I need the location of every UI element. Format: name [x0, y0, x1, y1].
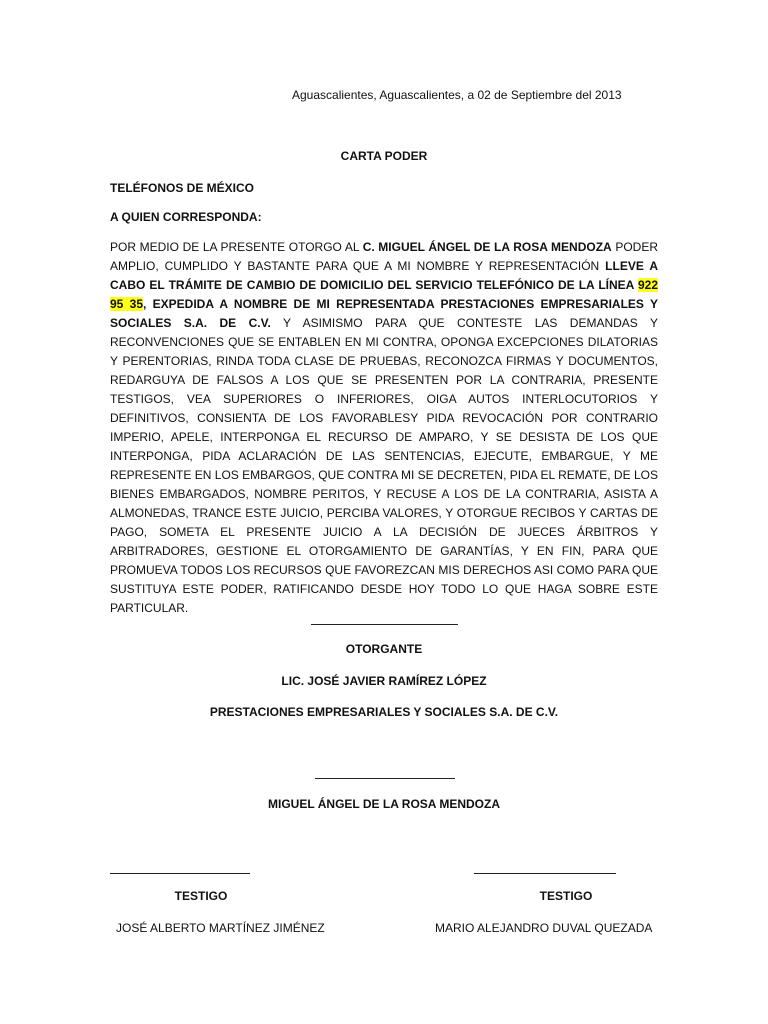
body-text-procedure: LLEVE A CABO EL TRÁMITE DE CAMBIO DE DOMICILIO DEL SERVICIO TELEFÓNICO DE LA LÍNEA [110, 259, 658, 292]
grantor-name: LIC. JOSÉ JAVIER RAMÍREZ LÓPEZ [281, 674, 487, 688]
body-text-power: PODER AMPLIO, CUMPLIDO Y BASTANTE PARA QUE A MI NOMBRE Y REPRESENTACIÓN [110, 240, 659, 273]
grantor-label: OTORGANTE [345, 642, 423, 656]
grantor-company: PRESTACIONES EMPRESARIALES Y SOCIALES S.A. DE C.V. [209, 705, 559, 719]
witness-1-name: JOSÉ ALBERTO MARTÍNEZ JIMÉNEZ [116, 921, 325, 935]
witness-2-label: TESTIGO [539, 889, 593, 903]
body-text-intro: POR MEDIO DE LA PRESENTE OTORGO AL [110, 240, 363, 254]
phone-line-highlight: 922 95 35 [110, 278, 658, 311]
body-paragraph [110, 238, 658, 618]
witness-2-name: MARIO ALEJANDRO DUVAL QUEZADA [435, 921, 653, 935]
grantor-signature-line [311, 624, 458, 625]
witness-1-signature-line [110, 873, 250, 874]
attorney-name: MIGUEL ÁNGEL DE LA ROSA MENDOZA [267, 797, 500, 811]
attorney-signature-line [315, 778, 455, 779]
witness-1-label: TESTIGO [174, 889, 228, 903]
document-title: CARTA PODER [340, 149, 428, 163]
date-line: Aguascalientes, Aguascalientes, a 02 de Septiembre del 2013 [292, 88, 622, 102]
witness-2-signature-line [474, 873, 616, 874]
addressee-salutation: A QUIEN CORRESPONDA: [110, 210, 262, 224]
addressee-company: TELÉFONOS DE MÉXICO [110, 181, 255, 195]
attorney-name-inline: C. MIGUEL ÁNGEL DE LA ROSA MENDOZA [362, 240, 612, 254]
body-text-powers-list: Y ASIMISMO PARA QUE CONTESTE LAS DEMANDAS Y RECONVENCIONES QUE SE ENTABLEN EN MI CONTRA, OPONGA EXCEPCIONES DILATORIAS Y PERENTORIAS, RINDA TODA CLASE DE PRUEBAS, RECONOZCA FIRMAS Y DOCUMENTOS, REDARGUYA DE FALSOS A LOS QUE SE PRESENTEN POR LA CONTRARIA, PRESENTE TESTIGOS, VEA SUPERIORES O INFERIORES, OIGA AUTOS INTERLOCUTORIOS Y DEFINITIVOS, CONSIENTA DE LOS FAVORABLESY PIDA REVOCACIÓN POR CONTRARIO IMPERIO, APELE, INTERPONGA EL RECURSO DE AMPARO, Y SE DESISTA DE LOS QUE INTERPONGA, PIDA ACLARACIÓN DE LAS SENTENCIAS, EJECUTE, EMBARGUE, Y ME REPRESENTE EN LOS EMBARGOS, QUE CONTRA MI SE DECRETEN, PIDA EL REMATE, DE LOS BIENES EMBARGADOS, NOMBRE PERITOS, Y RECUSE A LOS DE LA CONTRARIA, ASISTA A ALMONEDAS, TRANCE ESTE JUICIO, PERCIBA VALORES, Y OTORGUE RECIBOS Y CARTAS DE PAGO, SOMETA EL PRESENTE JUICIO A LA DECISIÓN DE JUECES ÁRBITROS Y ARBITRADORES, GESTIONE EL OTORGAMIENTO DE GARANTÍAS, Y EN FIN, PARA QUE PROMUEVA TODOS LOS RECURSOS QUE FAVOREZCAN MIS DERECHOS ASI COMO PARA QUE SUSTITUYA ESTE PODER, RATIFICANDO DESDE HOY TODO LO QUE HAGA SOBRE ESTE PARTICULAR. [110, 316, 658, 615]
body-text-company: , EXPEDIDA A NOMBRE DE MI REPRESENTADA PRESTACIONES EMPRESARIALES Y SOCIALES S.A. DE C.V. [110, 297, 658, 330]
